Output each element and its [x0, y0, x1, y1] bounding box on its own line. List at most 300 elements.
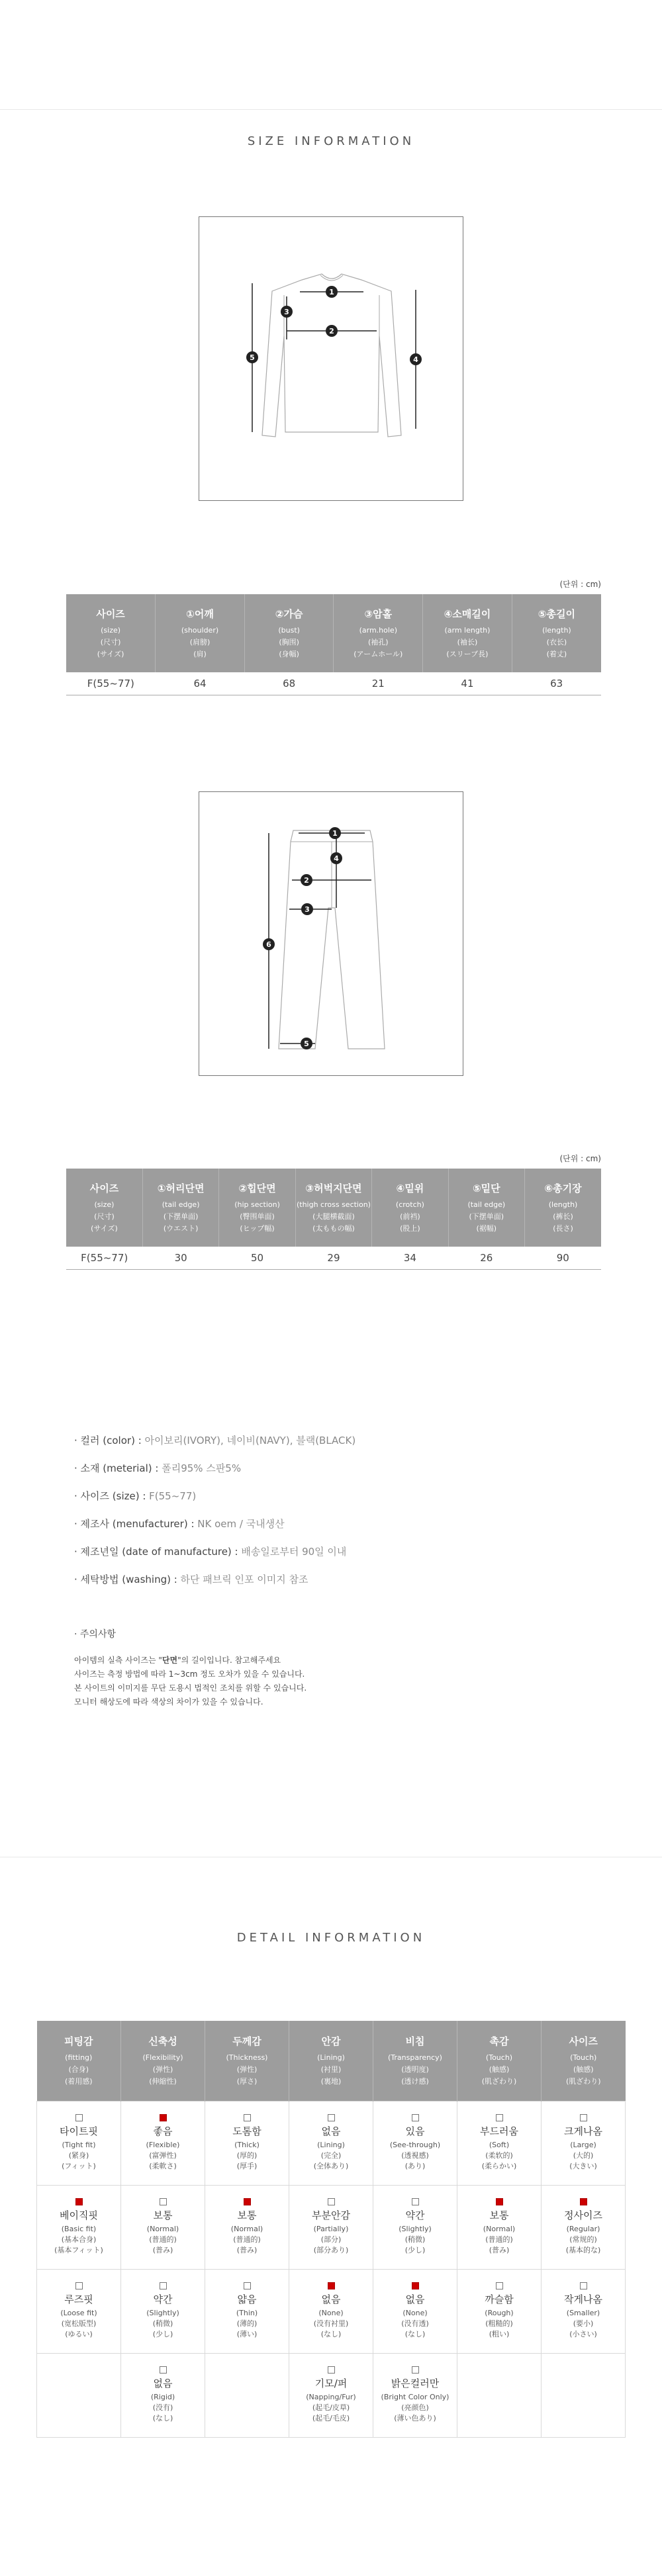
detail-option-jp: (柔軟さ) [149, 2162, 177, 2170]
detail-header-jp: (透け感) [401, 2076, 429, 2086]
detail-option-en: (Lining) [317, 2141, 345, 2149]
detail-option-ko: 베이직핏 [60, 2209, 98, 2221]
detail-option-en: (Large) [570, 2141, 596, 2149]
detail-option-cn: (没有) [152, 2403, 173, 2412]
col-header-en: (length) [548, 1200, 578, 1209]
col-header-en: (tail edge) [162, 1200, 200, 1209]
detail-col-header [121, 2021, 205, 2101]
detail-option-jp: (少し) [404, 2246, 426, 2254]
pants-marker-3: 3 [305, 905, 310, 914]
product-info-label: · 사이즈 (size) : [74, 1490, 146, 1502]
detail-option-cn: (大的) [573, 2151, 594, 2160]
col-header-en: (length) [542, 625, 571, 635]
col-header-jp: (ウエスト) [163, 1223, 199, 1233]
detail-option-ko: 타이트핏 [60, 2125, 98, 2137]
detail-option-jp: (薄い) [236, 2330, 258, 2338]
detail-option-ko: 기모/퍼 [314, 2377, 348, 2389]
checked-box-icon [580, 2198, 587, 2205]
detail-option-ko: 보통 [237, 2209, 257, 2221]
col-header-jp: (サイズ) [97, 649, 124, 658]
detail-cell [457, 2353, 542, 2437]
detail-option-cn: (起毛/皮草) [312, 2403, 350, 2412]
detail-option-jp: (厚手) [236, 2162, 258, 2170]
detail-header-row [37, 2021, 626, 2101]
detail-col-header [289, 2021, 373, 2101]
detail-cell [121, 2353, 205, 2437]
unchecked-box-icon [160, 2198, 167, 2205]
detail-option-ko: 정사이즈 [564, 2209, 602, 2221]
detail-option-en: (Tight fit) [62, 2141, 96, 2149]
size-col-header [219, 1169, 295, 1247]
detail-option-en: (Soft) [489, 2141, 510, 2149]
detail-option-jp: (普み) [236, 2246, 258, 2254]
size-col-header [66, 1169, 142, 1247]
detail-option-en: (Napping/Fur) [306, 2393, 356, 2401]
pants-marker-4: 4 [334, 854, 339, 863]
top-marker-3: 3 [284, 308, 289, 316]
size-table-cell: 26 [448, 1247, 524, 1269]
detail-option-cn: (普通的) [233, 2235, 261, 2244]
detail-cell [37, 2101, 121, 2185]
size-col-header [525, 1169, 601, 1247]
detail-option-en: (Partially) [313, 2225, 349, 2233]
size-col-header [423, 594, 512, 672]
unchecked-box-icon [160, 2366, 167, 2374]
col-header-jp: (ヒップ幅) [240, 1223, 275, 1233]
checked-box-icon [412, 2282, 419, 2289]
detail-option-cn: (亮颜色) [401, 2403, 429, 2412]
pants-diagram [199, 791, 463, 1076]
size-info-title: SIZE INFORMATION [247, 134, 415, 148]
checked-box-icon [496, 2198, 503, 2205]
detail-header-ko: 피팅감 [64, 2035, 93, 2047]
detail-cell [121, 2101, 205, 2185]
detail-option-ko: 보통 [153, 2209, 173, 2221]
product-info-item [74, 1544, 346, 1558]
col-header-ko: ③암홀 [364, 607, 393, 620]
checked-box-icon [160, 2114, 167, 2121]
pants-sketch [199, 792, 464, 1077]
detail-option-ko: 루즈핏 [64, 2293, 93, 2305]
size-col-header [156, 594, 245, 672]
detail-option-cn: (稍微) [404, 2235, 426, 2244]
detail-option-ko: 없음 [321, 2293, 341, 2305]
detail-option-en: (Slightly) [146, 2309, 179, 2317]
col-header-cn: (袖长) [457, 637, 478, 646]
product-info-value: F(55~77) [146, 1490, 197, 1502]
checked-box-icon [244, 2198, 251, 2205]
detail-cell [121, 2185, 205, 2269]
detail-header-jp: (肌ざわり) [565, 2076, 601, 2086]
detail-cell [373, 2269, 457, 2353]
detail-col-header [542, 2021, 626, 2101]
detail-option-en: (None) [402, 2309, 428, 2317]
col-header-jp: (肩) [193, 649, 207, 658]
detail-option-cn: (要小) [573, 2319, 594, 2328]
detail-option-cn: (富弹性) [149, 2151, 177, 2160]
detail-option-en: (Thin) [236, 2309, 258, 2317]
pants-marker-5: 5 [304, 1040, 309, 1048]
top-marker-4: 4 [413, 355, 418, 364]
detail-col-header [457, 2021, 542, 2101]
col-header-en: (shoulder) [181, 625, 219, 635]
col-header-cn: (尺寸) [100, 637, 121, 646]
col-header-cn: (裤长) [553, 1212, 573, 1221]
detail-header-cn: (衬里) [320, 2065, 342, 2074]
detail-option-en: (Rough) [485, 2309, 514, 2317]
detail-header-jp: (厚さ) [236, 2076, 258, 2086]
detail-option-cn: (稍微) [152, 2319, 173, 2328]
col-header-jp: (アームホール) [354, 649, 403, 658]
pants-marker-2: 2 [304, 876, 309, 885]
detail-option-en: (See-through) [389, 2141, 441, 2149]
col-header-jp: (サイズ) [91, 1223, 118, 1233]
detail-cell [289, 2353, 373, 2437]
size-table-cell: 90 [525, 1247, 601, 1269]
col-header-ko: ②가슴 [275, 607, 303, 620]
detail-cell [289, 2269, 373, 2353]
size-col-header [334, 594, 423, 672]
detail-option-en: (None) [318, 2309, 344, 2317]
detail-option-cn: (薄的) [236, 2319, 258, 2328]
col-header-ko: 사이즈 [89, 1182, 119, 1194]
unchecked-box-icon [75, 2114, 83, 2121]
detail-option-jp: (少し) [152, 2330, 173, 2338]
detail-option-ko: 밝은컬러만 [391, 2377, 440, 2389]
detail-option-en: (Thick) [234, 2141, 260, 2149]
unit-label-top: (단위 : cm) [559, 580, 601, 589]
detail-option-cn: (厚的) [236, 2151, 258, 2160]
detail-info-title: DETAIL INFORMATION [236, 1931, 426, 1945]
product-info-label: · 컬러 (color) : [74, 1435, 142, 1446]
size-col-header [295, 1169, 371, 1247]
detail-option-ko: 없음 [321, 2125, 341, 2137]
col-header-ko: ②힙단면 [238, 1182, 276, 1194]
unchecked-box-icon [412, 2366, 419, 2374]
detail-option-jp: (柔らかい) [481, 2162, 517, 2170]
size-table-cell: F(55~77) [66, 672, 156, 695]
detail-cell [289, 2101, 373, 2185]
col-header-jp: (着丈) [546, 649, 567, 658]
size-table-row [66, 672, 601, 695]
detail-option-ko: 까슬함 [485, 2293, 514, 2305]
top-marker-5: 5 [250, 353, 255, 362]
detail-option-cn: (没有衬里) [313, 2319, 349, 2328]
detail-cell [37, 2269, 121, 2353]
detail-header-en: (Touch) [485, 2053, 513, 2062]
detail-option-jp: (基本的な) [565, 2246, 601, 2254]
col-header-ko: 사이즈 [96, 607, 125, 620]
col-header-en: (crotch) [395, 1200, 424, 1209]
detail-header-en: (Thickness) [226, 2053, 268, 2062]
detail-cell [289, 2185, 373, 2269]
detail-option-ko: 도톰함 [232, 2125, 261, 2137]
col-header-jp: (太ももの幅) [312, 1223, 355, 1233]
col-header-cn: (下摆单面) [469, 1212, 504, 1221]
detail-option-jp: (あり) [404, 2162, 426, 2170]
top-garment-diagram [199, 216, 463, 501]
pants-size-table [66, 1169, 601, 1270]
detail-info-table [36, 2021, 626, 2438]
detail-header-cn: (弹性) [236, 2065, 258, 2074]
detail-cell [542, 2353, 626, 2437]
detail-header-jp: (伸縮性) [149, 2076, 177, 2086]
notes-line-4: 모니터 해상도에 따라 색상의 차이가 있을 수 있습니다. [74, 1697, 263, 1707]
detail-option-en: (Rigid) [150, 2393, 175, 2401]
size-col-header [142, 1169, 218, 1247]
detail-cell [457, 2185, 542, 2269]
size-table-cell: F(55~77) [66, 1247, 142, 1269]
col-header-ko: ①허리단면 [157, 1182, 205, 1194]
size-table-header-row [66, 1169, 601, 1247]
product-info-label: · 제조년일 (date of manufacture) : [74, 1546, 238, 1558]
detail-option-ko: 부분안감 [312, 2209, 350, 2221]
notes-line-2: 사이즈는 측정 방법에 따라 1~3cm 정도 오차가 있을 수 있습니다. [74, 1669, 305, 1679]
col-header-jp: (裾幅) [476, 1223, 497, 1233]
size-col-header [512, 594, 601, 672]
detail-option-cn: (透視感) [401, 2151, 429, 2160]
detail-option-cn: (普通的) [149, 2235, 177, 2244]
detail-cell [373, 2185, 457, 2269]
detail-header-en: (Transparency) [388, 2053, 442, 2062]
size-col-header [448, 1169, 524, 1247]
detail-option-en: (Slightly) [399, 2225, 432, 2233]
detail-header-ko: 촉감 [489, 2035, 509, 2047]
col-header-en: (tail edge) [467, 1200, 506, 1209]
detail-col-header [37, 2021, 121, 2101]
detail-col-header [205, 2021, 289, 2101]
product-info-value: NK oem / 국내생산 [194, 1518, 285, 1530]
detail-option-jp: (全体あり) [313, 2162, 349, 2170]
size-col-header [244, 594, 334, 672]
detail-header-cn: (透明度) [401, 2065, 429, 2074]
detail-option-en: (Smaller) [566, 2309, 600, 2317]
checked-box-icon [328, 2282, 335, 2289]
detail-option-ko: 약간 [153, 2293, 173, 2305]
product-info-value: 아이보리(IVORY), 네이비(NAVY), 블랙(BLACK) [141, 1435, 356, 1446]
notes-title: · 주의사항 [74, 1629, 116, 1640]
detail-cell [205, 2269, 289, 2353]
product-info-item [74, 1572, 308, 1586]
detail-option-cn: (没有透) [401, 2319, 429, 2328]
col-header-ko: ⑥총기장 [544, 1182, 582, 1194]
detail-option-ko: 있음 [405, 2125, 425, 2137]
notes-block [74, 1628, 307, 1709]
detail-option-jp: (部分あり) [313, 2246, 349, 2254]
unit-label-bottom: (단위 : cm) [559, 1154, 601, 1163]
detail-cell [37, 2353, 121, 2437]
detail-option-ko: 없음 [405, 2293, 425, 2305]
product-info-item [74, 1517, 285, 1531]
product-info-value: 배송일로부터 90일 이내 [238, 1546, 347, 1558]
detail-option-jp: (なし) [320, 2330, 342, 2338]
col-header-cn: (尺寸) [94, 1212, 115, 1221]
detail-header-cn: (合身) [68, 2065, 89, 2074]
detail-cell [457, 2269, 542, 2353]
detail-header-ko: 비침 [405, 2035, 425, 2047]
col-header-ko: ④밑위 [396, 1182, 424, 1194]
col-header-cn: (胸围) [279, 637, 299, 646]
col-header-en: (size) [101, 625, 121, 635]
col-header-cn: (大腿横截面) [312, 1212, 355, 1221]
detail-option-ko: 없음 [153, 2377, 173, 2389]
col-header-ko: ⑤밑단 [472, 1182, 500, 1194]
detail-option-en: (Normal) [230, 2225, 263, 2233]
detail-header-en: (Lining) [317, 2053, 345, 2062]
product-info-label: · 제조사 (menufacturer) : [74, 1518, 195, 1530]
size-table-cell: 68 [244, 672, 334, 695]
top-divider [0, 109, 662, 110]
detail-option-jp: (大きい) [569, 2162, 597, 2170]
size-table-header-row [66, 594, 601, 672]
detail-option-jp: (なし) [404, 2330, 426, 2338]
detail-row [37, 2185, 626, 2269]
col-header-en: (arm length) [444, 625, 491, 635]
detail-option-en: (Normal) [483, 2225, 516, 2233]
col-header-cn: (袖孔) [368, 637, 389, 646]
product-info-item [74, 1433, 355, 1447]
detail-option-jp: (普み) [152, 2246, 173, 2254]
unchecked-box-icon [244, 2114, 251, 2121]
notes-line-1-emph: 단면 [162, 1656, 178, 1665]
unchecked-box-icon [580, 2282, 587, 2289]
detail-cell [205, 2353, 289, 2437]
detail-option-jp: (普み) [489, 2246, 510, 2254]
detail-option-jp: (基本フィット) [54, 2246, 103, 2254]
col-header-jp: (身幅) [279, 649, 299, 658]
detail-option-cn: (部分) [320, 2235, 342, 2244]
col-header-ko: ③허벅지단면 [305, 1182, 362, 1194]
size-table-cell: 63 [512, 672, 601, 695]
col-header-en: (size) [94, 1200, 115, 1209]
detail-option-cn: (基本合身) [61, 2235, 97, 2244]
detail-option-cn: (柔软的) [485, 2151, 513, 2160]
detail-header-en: (Touch) [570, 2053, 597, 2062]
detail-cell [205, 2101, 289, 2185]
size-col-header [66, 594, 156, 672]
detail-header-ko: 사이즈 [569, 2035, 598, 2047]
detail-header-jp: (肌ざわり) [481, 2076, 517, 2086]
col-header-en: (arm.hole) [359, 625, 397, 635]
col-header-en: (bust) [278, 625, 300, 635]
unchecked-box-icon [244, 2282, 251, 2289]
unchecked-box-icon [580, 2114, 587, 2121]
detail-option-en: (Normal) [146, 2225, 179, 2233]
detail-cell [373, 2353, 457, 2437]
detail-option-ko: 부드러움 [480, 2125, 518, 2137]
unchecked-box-icon [412, 2114, 419, 2121]
detail-option-ko: 약간 [405, 2209, 425, 2221]
unchecked-box-icon [160, 2282, 167, 2289]
col-header-cn: (衣长) [546, 637, 567, 646]
unchecked-box-icon [328, 2366, 335, 2374]
detail-option-cn: (完全) [320, 2151, 342, 2160]
col-header-en: (thigh cross section) [296, 1200, 371, 1209]
detail-row [37, 2101, 626, 2185]
top-size-table [66, 594, 601, 695]
detail-header-cn: (弹性) [152, 2065, 173, 2074]
product-info-value: 폴리95% 스판5% [158, 1462, 242, 1474]
top-marker-2: 2 [329, 327, 334, 335]
detail-option-ko: 얇음 [237, 2293, 257, 2305]
detail-option-cn: (普通的) [485, 2235, 513, 2244]
col-header-jp: (股上) [400, 1223, 420, 1233]
size-table-cell: 50 [219, 1247, 295, 1269]
top-marker-1: 1 [329, 288, 334, 296]
detail-col-header [373, 2021, 457, 2101]
product-info-value: 하단 패브릭 인포 이미지 참조 [177, 1574, 308, 1585]
detail-cell [37, 2185, 121, 2269]
detail-cell [121, 2269, 205, 2353]
col-header-jp: (スリーブ長) [446, 649, 489, 658]
detail-option-jp: (ゆるい) [65, 2330, 93, 2338]
detail-option-cn: (粗糙的) [485, 2319, 513, 2328]
size-table-cell: 30 [142, 1247, 218, 1269]
detail-header-ko: 두께감 [232, 2035, 261, 2047]
notes-line-1a: 아이템의 실측 사이즈는 " [74, 1656, 162, 1665]
col-header-ko: ①어깨 [186, 607, 214, 620]
detail-header-jp: (裏地) [320, 2076, 342, 2086]
unchecked-box-icon [496, 2114, 503, 2121]
detail-cell [542, 2185, 626, 2269]
col-header-cn: (臀围单面) [240, 1212, 275, 1221]
size-table-cell: 29 [295, 1247, 371, 1269]
detail-option-jp: (薄い色あり) [394, 2414, 436, 2422]
detail-cell [457, 2101, 542, 2185]
unchecked-box-icon [496, 2282, 503, 2289]
size-table-row [66, 1247, 601, 1269]
detail-option-jp: (粗い) [489, 2330, 510, 2338]
size-table-cell: 41 [423, 672, 512, 695]
size-table-cell: 34 [372, 1247, 448, 1269]
detail-option-en: (Loose fit) [60, 2309, 97, 2317]
detail-option-ko: 보통 [489, 2209, 509, 2221]
notes-line-3: 본 사이트의 이미지를 무단 도용시 법적인 조치를 위할 수 있습니다. [74, 1683, 307, 1693]
detail-header-cn: (触感) [489, 2065, 510, 2074]
notes-line-1 [74, 1654, 307, 1667]
unchecked-box-icon [328, 2198, 335, 2205]
product-info-item [74, 1489, 196, 1503]
size-col-header [372, 1169, 448, 1247]
detail-cell [542, 2269, 626, 2353]
col-header-en: (hip section) [234, 1200, 280, 1209]
detail-header-cn: (触感) [573, 2065, 594, 2074]
detail-row [37, 2353, 626, 2437]
detail-header-jp: (着用感) [64, 2076, 93, 2086]
col-header-ko: ⑤총길이 [538, 607, 575, 620]
unchecked-box-icon [328, 2114, 335, 2121]
detail-cell [373, 2101, 457, 2185]
detail-header-en: (fitting) [65, 2053, 93, 2062]
top-garment-sketch [199, 217, 464, 502]
detail-option-jp: (フィット) [62, 2162, 96, 2170]
detail-option-ko: 작게나옴 [564, 2293, 602, 2305]
size-table-cell: 64 [156, 672, 245, 695]
detail-cell [205, 2185, 289, 2269]
col-header-cn: (下摆单面) [163, 1212, 199, 1221]
pants-marker-1: 1 [332, 829, 338, 838]
detail-option-ko: 크게나옴 [564, 2125, 602, 2137]
col-header-ko: ④소매길이 [444, 607, 491, 620]
col-header-jp: (長さ) [553, 1223, 573, 1233]
detail-option-jp: (小さい) [569, 2330, 597, 2338]
product-info-label: · 세탁방법 (washing) : [74, 1574, 177, 1585]
col-header-cn: (前裆) [400, 1212, 420, 1221]
detail-option-cn: (常规的) [569, 2235, 597, 2244]
detail-option-jp: (なし) [152, 2414, 173, 2422]
detail-header-ko: 신축성 [148, 2035, 177, 2047]
pants-marker-6: 6 [266, 940, 271, 949]
